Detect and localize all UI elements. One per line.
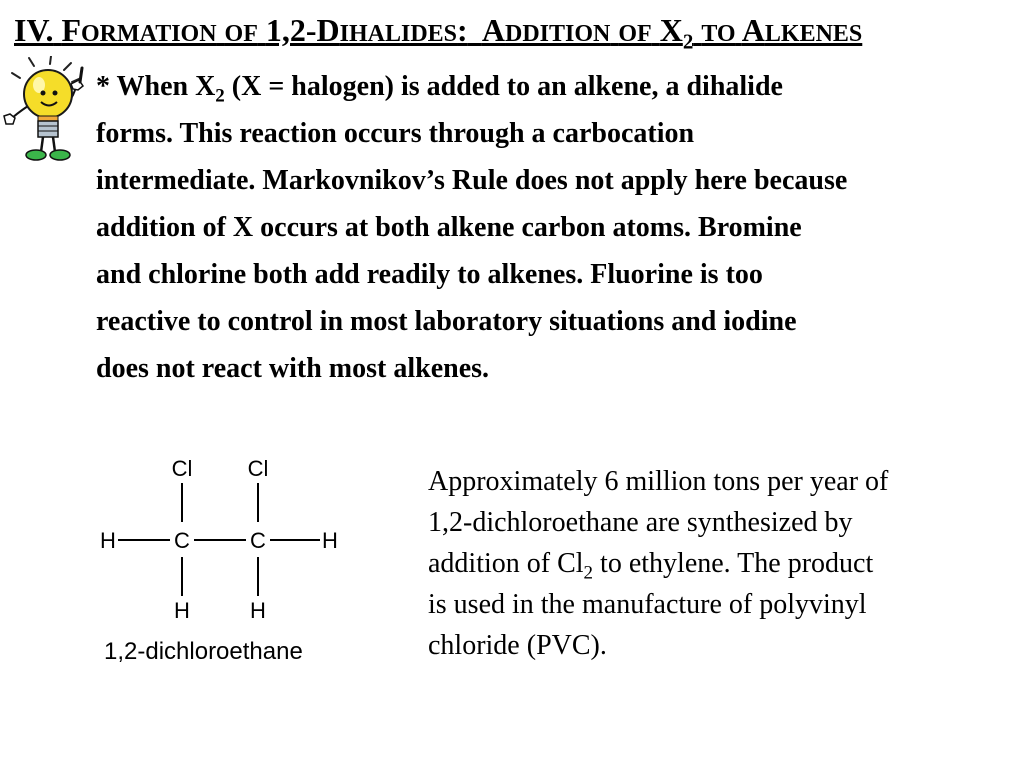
structure-caption: 1,2-dichloroethane [104, 638, 303, 665]
paragraph-line: addition of X occurs at both alkene carbon atoms. Bromine [96, 212, 802, 243]
atom-h-right: H [322, 528, 338, 553]
paragraph-line: intermediate. Markovnikov’s Rule does not apply here because [96, 165, 848, 196]
atom-cl-top-right: Cl [247, 456, 269, 481]
atom-c-left: C [174, 528, 190, 553]
atom-h-bottom-right: H [250, 598, 266, 623]
atom-cl-top-left: Cl [171, 456, 193, 481]
lightbulb-cartoon-icon [2, 56, 94, 162]
atom-c-right: C [250, 528, 266, 553]
note-line: Approximately 6 million tons per year of [428, 466, 889, 497]
note-line: chloride (PVC). [428, 630, 607, 661]
dichloroethane-structure [92, 446, 354, 626]
note-line: is used in the manufacture of polyvinyl [428, 589, 867, 620]
atom-h-bottom-left: H [174, 598, 190, 623]
paragraph-line: and chlorine both add readily to alkenes. Fluorine is too [96, 259, 763, 290]
paragraph-line: forms. This reaction occurs through a carbocation [96, 118, 695, 149]
atom-h-left: H [100, 528, 116, 553]
paragraph-line: reactive to control in most laboratory situations and iodine [96, 306, 797, 337]
slide-title: IV. FORMATION OF 1,2-DIHALIDES: ADDITION OF $X_2$ TO ALKENES [14, 12, 863, 54]
note-line: addition of $Cl_2$ to ethylene. The product [428, 548, 874, 584]
note-line: 1,2-dichloroethane are synthesized by [428, 507, 853, 538]
paragraph-line: * When $X_2$ (X = halogen) is added to an alkene, a dihalide [96, 71, 783, 107]
paragraph-line: does not react with most alkenes. [96, 353, 490, 384]
